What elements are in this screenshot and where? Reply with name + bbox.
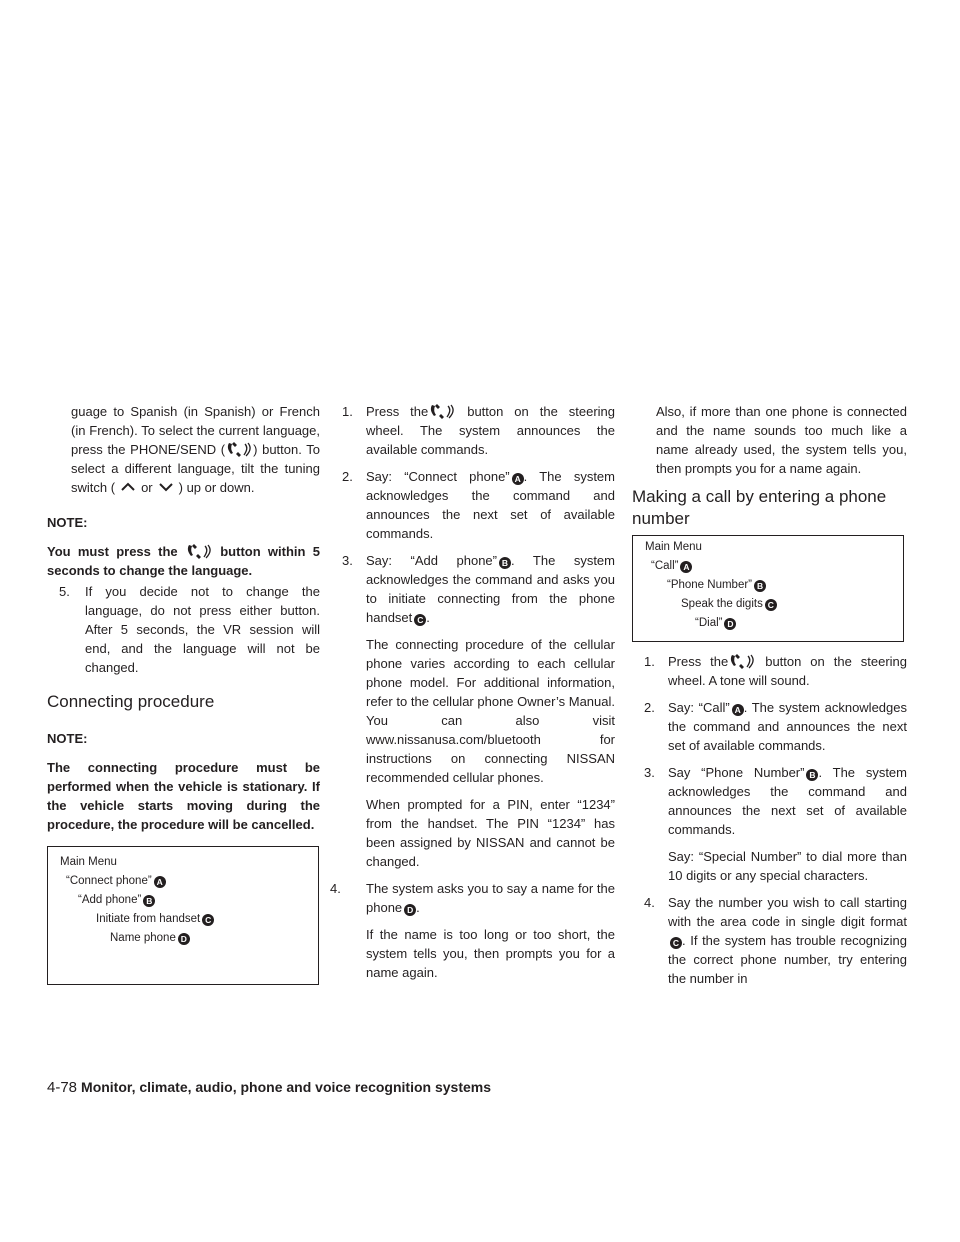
- intro-text-3: ) up or down.: [178, 480, 255, 495]
- note1-text-a: You must press the: [47, 544, 178, 559]
- menu-line: “Phone Number” B: [645, 576, 891, 595]
- list-item-5: [59, 582, 320, 677]
- phone-send-icon: [225, 441, 253, 457]
- menu-line: “Call” A: [645, 557, 891, 576]
- callout-badge: B: [754, 580, 766, 592]
- page-number: 4-78: [47, 1079, 78, 1096]
- list-number: 1.: [342, 404, 353, 419]
- intro-text-1: guage to Spanish (in Spanish) or French (in French). To select the current language, press the PHONE/SEND (: [71, 404, 320, 457]
- list-number: 1.: [644, 654, 655, 669]
- chapter-title: Monitor, climate, audio, phone and voice recognition systems: [81, 1079, 491, 1095]
- list-item-1: [644, 652, 907, 690]
- chevron-down-icon: [159, 482, 173, 492]
- note1-text-b: button within 5 seconds to change the language.: [47, 544, 320, 578]
- list-number: 2.: [342, 469, 353, 484]
- list-item-text: Say the number you wish to call starting with the area code in single digit formatC . If the system has trouble recognizing the correct phone number, try entering the number in: [668, 895, 907, 986]
- callout-badge: C: [414, 614, 426, 626]
- callout-badge: A: [512, 473, 524, 485]
- list-item-4: [644, 893, 907, 988]
- menu-line: Main Menu: [645, 541, 702, 553]
- intro-text-2: ) button. To select a different language, tilt the tuning switch (: [71, 442, 320, 495]
- menu-line: “Add phone” B: [60, 891, 306, 910]
- menu-line: Main Menu: [60, 856, 117, 868]
- column-1: [47, 402, 320, 985]
- continued-paragraph: Also, if more than one phone is connected and the name sounds too much like a name already used, the system tells you, then prompts you for a name again.: [656, 404, 907, 476]
- list-item-2: [342, 467, 615, 543]
- callout-badge: D: [724, 618, 736, 630]
- list-item-2: [644, 698, 907, 755]
- menu-line: “Dial” D: [645, 614, 891, 633]
- list-item-3: [342, 551, 615, 627]
- list-number: 4.: [330, 881, 341, 896]
- callout-badge: C: [765, 599, 777, 611]
- note-language-timeout: [47, 542, 320, 580]
- menu-tree-call: [632, 535, 904, 642]
- callout-badge: C: [670, 937, 682, 949]
- list-number: 4.: [644, 895, 655, 910]
- note-stationary: The connecting procedure must be performed when the vehicle is stationary. If the vehicle starts moving during the procedure, the procedure will be cancelled.: [47, 760, 320, 832]
- phone-send-icon: [428, 403, 456, 419]
- menu-line: “Connect phone” A: [60, 872, 306, 891]
- list-item-1: [342, 402, 615, 459]
- menu-line: Initiate from handset C: [60, 910, 306, 929]
- step4-paragraph-2: If the name is too long or too short, the system tells you, then prompts you for a name again.: [366, 927, 615, 980]
- step3-paragraph-2: Say: “Special Number” to dial more than 10 digits or any special characters.: [668, 849, 907, 883]
- list-item-text: Say: “Call” A . The system acknowledges the command and announces the next set of available commands.: [668, 700, 907, 753]
- callout-badge: C: [202, 914, 214, 926]
- callout-badge: A: [680, 561, 692, 573]
- list-number: 2.: [644, 700, 655, 715]
- list-item-text: The system asks you to say a name for the phone D .: [366, 881, 615, 915]
- callout-badge: B: [143, 895, 155, 907]
- list-item-text: Press the button on the steering wheel. The system announces the available commands.: [366, 404, 615, 457]
- list-number: 3.: [342, 553, 353, 568]
- callout-badge: A: [732, 704, 744, 716]
- list-number: 5.: [59, 584, 70, 599]
- callout-badge: A: [154, 876, 166, 888]
- list-item-text: Say: “Add phone” B . The system acknowledges the command and asks you to initiate connecting from the phone handset C .: [366, 553, 615, 625]
- list-item-text: Press the button on the steering wheel. A tone will sound.: [668, 654, 907, 688]
- list-item-text: Say “Phone Number” B . The system acknowledges the command and announces the next set of available commands.: [668, 765, 907, 837]
- list-item-text: Say: “Connect phone” A . The system acknowledges the command and announces the next set of available commands.: [366, 469, 615, 541]
- callout-badge: B: [499, 557, 511, 569]
- section-title-making-call: Making a call by entering a phone number: [632, 487, 887, 528]
- note-label: NOTE:: [47, 515, 88, 530]
- menu-line: Speak the digits C: [645, 595, 891, 614]
- list-number: 3.: [644, 765, 655, 780]
- list-item-4: [330, 879, 615, 917]
- column-3: [632, 402, 907, 996]
- callout-badge: D: [178, 933, 190, 945]
- chevron-up-icon: [121, 482, 135, 492]
- page-footer: [47, 1077, 491, 1098]
- list-item-3: [644, 763, 907, 839]
- phone-send-icon: [185, 543, 213, 559]
- column-2: [330, 402, 615, 990]
- step3-paragraph-2: The connecting procedure of the cellular phone varies according to each cellular phone model. For additional information, refer to the cellular phone Owner’s Manual. You can also visit www.nissanusa.com/bluetooth for instructions on connecting NISSAN recommended cellular phones.: [366, 637, 615, 785]
- list-item-text: If you decide not to change the language, do not press either button. After 5 seconds, the VR session will end, and the language will not be changed.: [85, 584, 320, 675]
- note-label: NOTE:: [47, 731, 88, 746]
- language-intro: [47, 402, 320, 497]
- step3-paragraph-3: When prompted for a PIN, enter “1234” from the handset. The PIN “1234” has been assigned by NISSAN and cannot be changed.: [366, 797, 615, 869]
- menu-line: Name phone D: [60, 929, 306, 948]
- phone-send-icon: [728, 653, 756, 669]
- callout-badge: D: [404, 904, 416, 916]
- section-title-connecting: Connecting procedure: [47, 692, 215, 711]
- callout-badge: B: [806, 769, 818, 781]
- intro-or: or: [141, 480, 153, 495]
- menu-tree-connect: [47, 846, 319, 985]
